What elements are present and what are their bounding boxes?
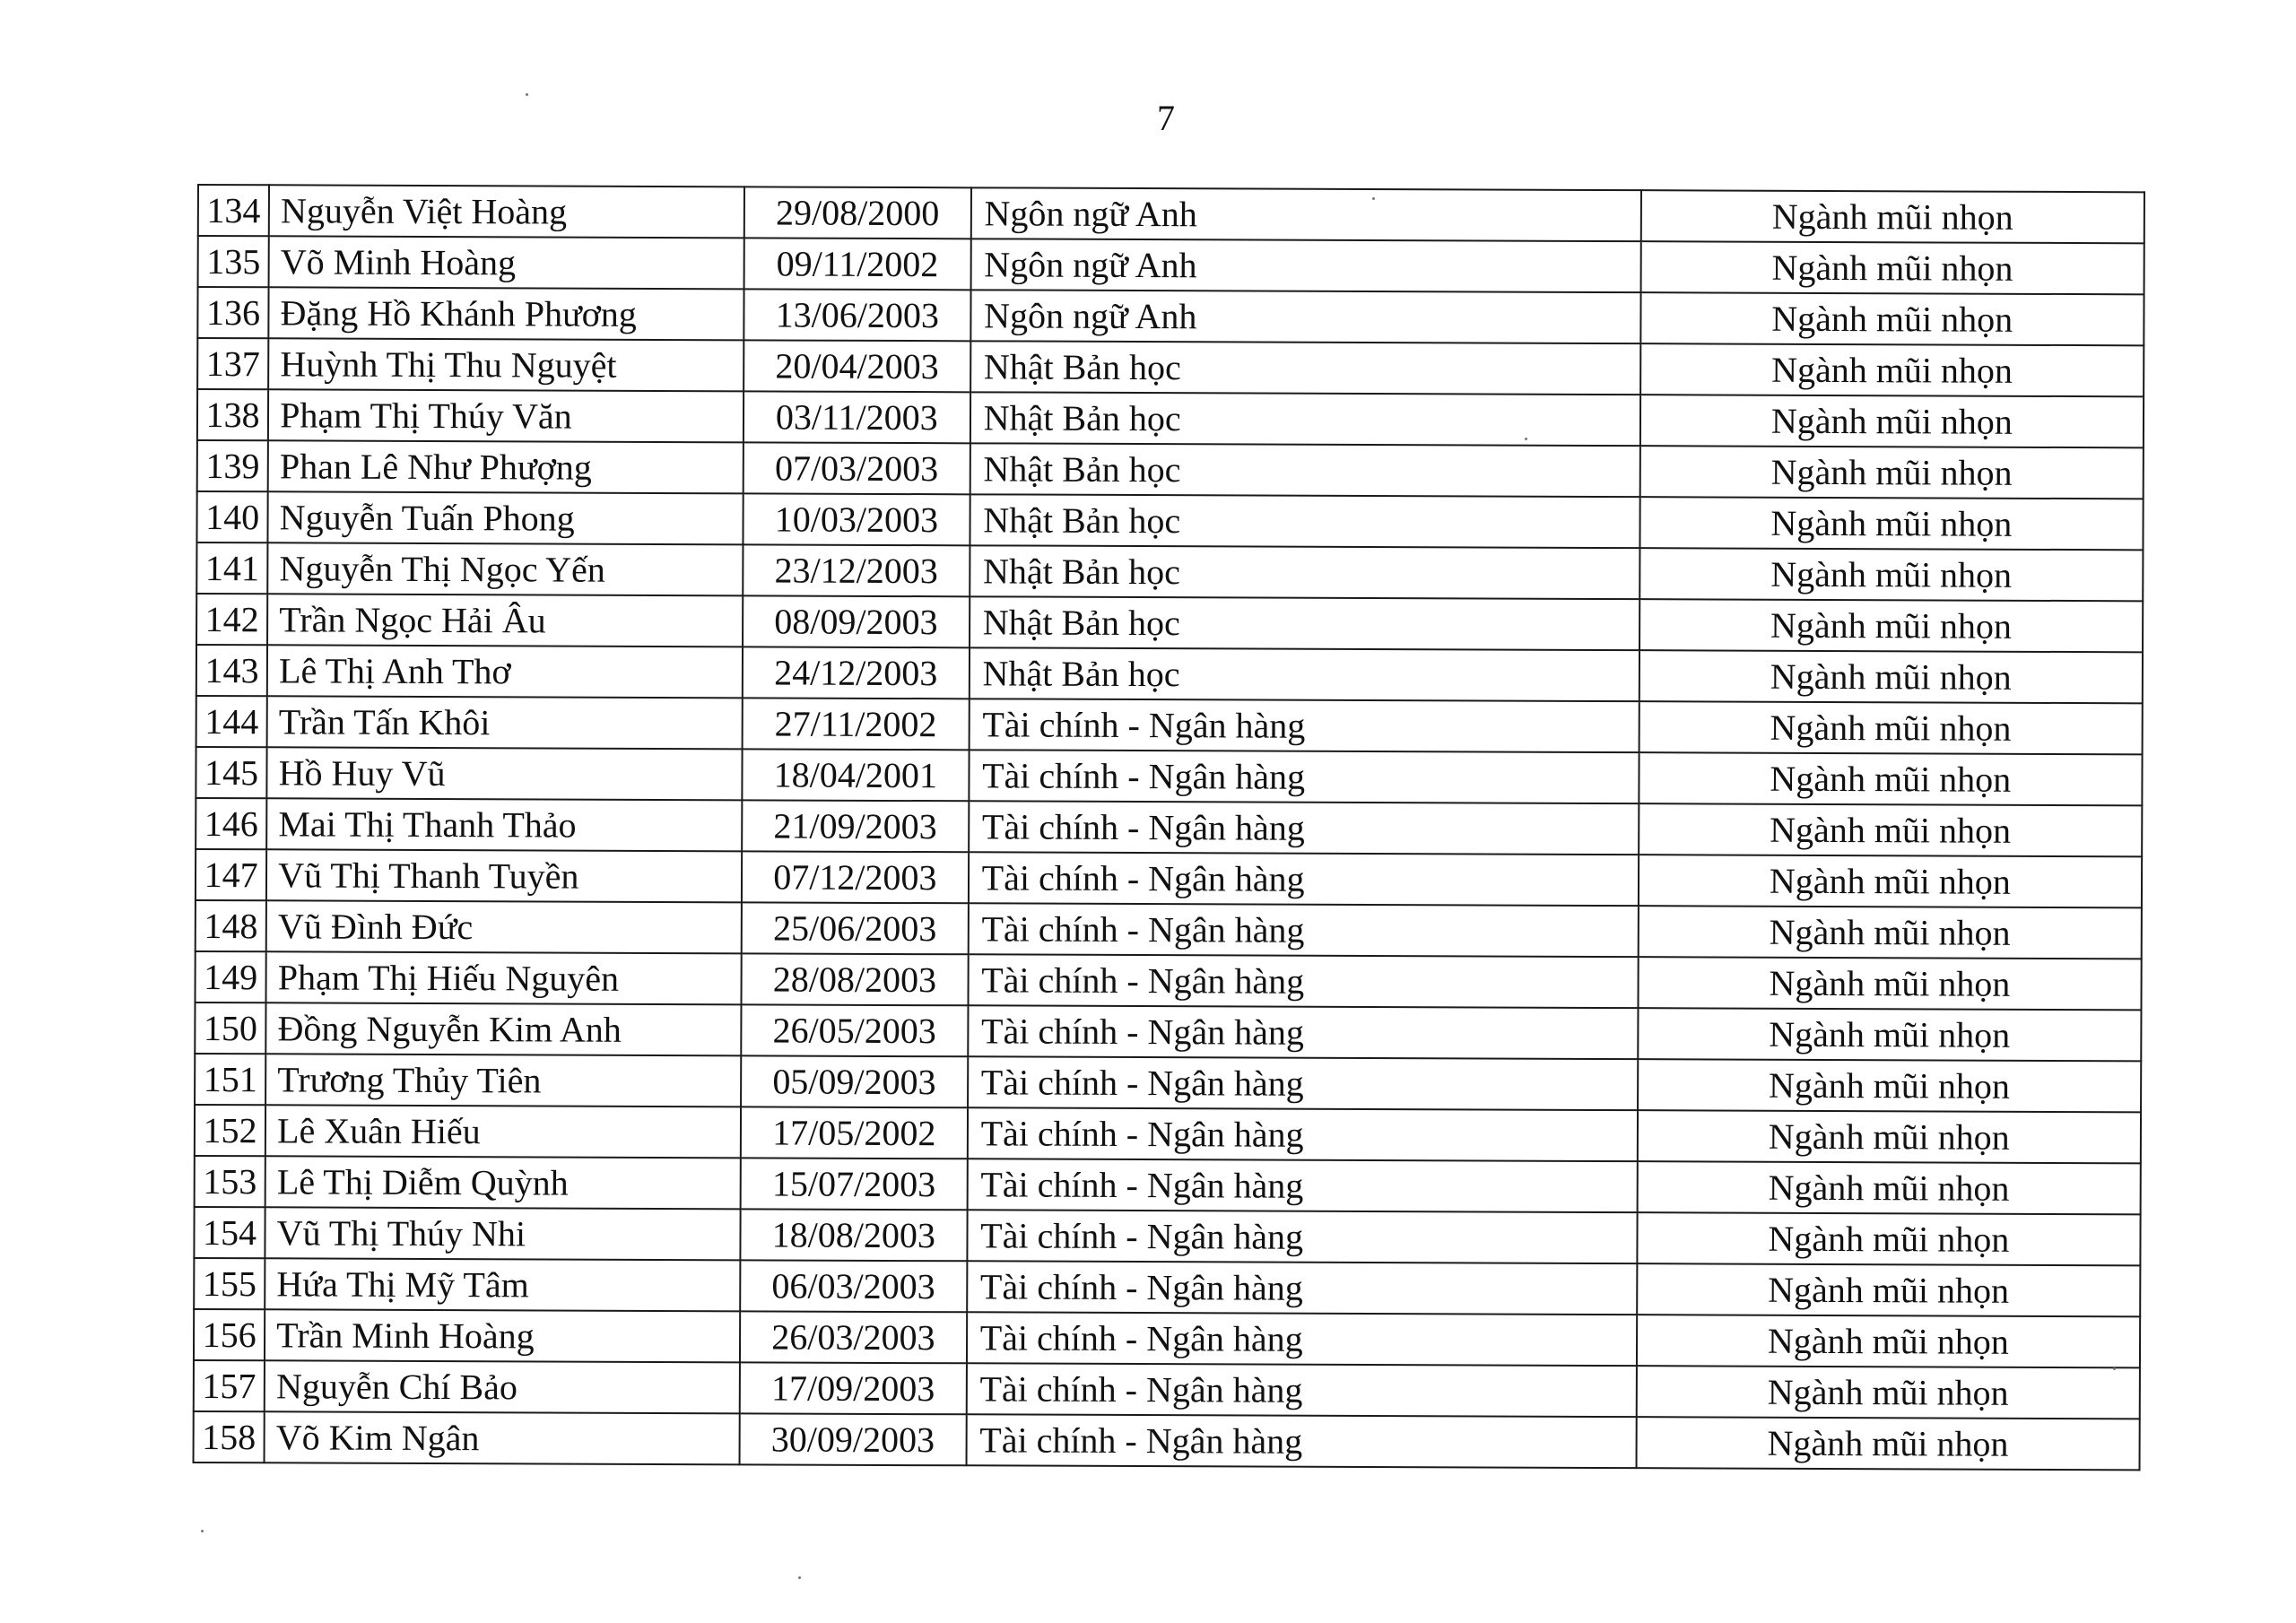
major-name: Tài chính - Ngân hàng [969,699,1639,752]
major-name: Nhật Bản học [970,443,1639,497]
row-number: 156 [194,1309,265,1360]
student-name: Võ Kim Ngân [265,1411,740,1464]
student-name: Vũ Thị Thúy Nhi [265,1207,741,1260]
date-of-birth: 18/04/2001 [742,749,969,801]
page-number: 7 [1157,98,1175,138]
table-row [195,1002,2141,1061]
table-row [194,1258,2140,1316]
row-number: 142 [196,594,267,645]
major-name: Tài chính - Ngân hàng [966,1414,1636,1468]
major-name: Tài chính - Ngân hàng [969,750,1639,803]
table-row [195,951,2141,1010]
major-name: Tài chính - Ngân hàng [968,1056,1638,1110]
date-of-birth: 23/12/2003 [743,544,970,596]
major-name: Tài chính - Ngân hàng [968,954,1638,1008]
table-row [194,1309,2140,1367]
table-row [198,236,2144,294]
student-name: Hồ Huy Vũ [267,747,743,800]
table-row [196,491,2143,550]
row-number: 147 [196,849,266,900]
table-row [196,798,2142,856]
row-number: 149 [195,951,265,1002]
table-row [197,287,2144,345]
student-name: Nguyễn Thị Ngọc Yến [267,542,743,595]
table-row [196,849,2142,907]
major-name: Tài chính - Ngân hàng [968,1005,1638,1059]
row-number: 157 [194,1360,265,1411]
row-number: 138 [197,389,268,440]
date-of-birth: 21/09/2003 [742,800,969,852]
major-name: Nhật Bản học [970,545,1639,599]
row-number: 155 [194,1258,265,1309]
student-name: Nguyễn Chí Bảo [265,1360,740,1413]
row-number: 158 [194,1411,265,1462]
student-list-table [193,184,2145,1471]
major-name: Tài chính - Ngân hàng [969,801,1639,855]
student-name: Trần Ngọc Hải Âu [267,594,743,647]
student-name: Vũ Thị Thanh Tuyền [266,849,742,902]
row-number: 152 [195,1105,265,1156]
date-of-birth: 29/08/2000 [744,187,971,239]
date-of-birth: 30/09/2003 [739,1413,966,1465]
category-note: Ngành mũi nhọn [1640,292,2144,345]
category-note: Ngành mũi nhọn [1638,1110,2142,1163]
date-of-birth: 09/11/2002 [744,238,971,290]
category-note: Ngành mũi nhọn [1640,241,2144,294]
date-of-birth: 05/09/2003 [741,1055,968,1107]
table-row [197,338,2144,396]
category-note: Ngành mũi nhọn [1639,855,2143,907]
row-number: 135 [198,236,269,287]
student-name: Phan Lê Như Phượng [268,440,744,493]
major-name: Tài chính - Ngân hàng [969,852,1639,906]
student-name: Lê Thị Anh Thơ [267,645,743,698]
row-number: 140 [196,491,267,542]
row-number: 153 [195,1156,265,1207]
student-name: Lê Xuân Hiếu [265,1105,741,1158]
category-note: Ngành mũi nhọn [1639,650,2143,703]
row-number: 139 [197,440,268,491]
row-number: 141 [196,542,267,594]
date-of-birth: 03/11/2003 [744,391,970,443]
student-name: Lê Thị Diễm Quỳnh [265,1156,741,1209]
row-number: 134 [198,185,269,236]
major-name: Tài chính - Ngân hàng [967,1261,1637,1315]
major-name: Nhật Bản học [970,341,1640,395]
row-number: 150 [195,1002,265,1054]
table-row [196,696,2143,754]
student-name: Võ Minh Hoàng [269,236,744,289]
table-row [197,389,2144,447]
category-note: Ngành mũi nhọn [1640,343,2144,396]
major-name: Ngôn ngữ Anh [970,187,1640,241]
date-of-birth: 18/08/2003 [740,1209,967,1261]
row-number: 148 [196,900,266,951]
date-of-birth: 06/03/2003 [740,1260,967,1312]
major-name: Tài chính - Ngân hàng [967,1210,1637,1263]
major-name: Ngôn ngữ Anh [970,290,1640,343]
student-name: Vũ Đình Đức [266,900,742,953]
category-note: Ngành mũi nhọn [1638,957,2142,1010]
major-name: Tài chính - Ngân hàng [967,1159,1637,1212]
category-note: Ngành mũi nhọn [1638,906,2142,959]
student-name: Đồng Nguyễn Kim Anh [265,1002,741,1055]
table-row [196,645,2143,703]
row-number: 144 [196,696,267,747]
table-row [196,542,2143,601]
student-name: Phạm Thị Thúy Văn [268,389,744,442]
student-list-body [194,185,2144,1470]
table-row [195,1156,2141,1214]
row-number: 136 [197,287,268,338]
table-row [195,1105,2141,1163]
table-row [194,1360,2140,1419]
row-number: 151 [195,1054,265,1105]
date-of-birth: 13/06/2003 [744,289,970,341]
date-of-birth: 28/08/2003 [741,953,968,1005]
date-of-birth: 26/05/2003 [741,1004,968,1056]
date-of-birth: 17/09/2003 [740,1362,967,1414]
row-number: 137 [197,338,268,389]
date-of-birth: 17/05/2002 [741,1107,968,1159]
major-name: Nhật Bản học [970,494,1639,548]
major-name: Tài chính - Ngân hàng [968,1107,1638,1161]
category-note: Ngành mũi nhọn [1639,701,2143,754]
date-of-birth: 27/11/2002 [743,698,970,750]
row-number: 143 [196,645,267,696]
student-name: Mai Thị Thanh Thảo [266,798,742,851]
date-of-birth: 10/03/2003 [743,493,970,545]
major-name: Nhật Bản học [970,596,1639,650]
student-name: Đặng Hồ Khánh Phương [268,287,744,340]
category-note: Ngành mũi nhọn [1638,1008,2142,1061]
category-note: Ngành mũi nhọn [1639,548,2144,601]
major-name: Nhật Bản học [969,647,1639,701]
table-row [194,1411,2140,1470]
table-row [197,440,2144,499]
student-name: Hứa Thị Mỹ Tâm [265,1258,740,1311]
category-note: Ngành mũi nhọn [1638,1059,2142,1112]
date-of-birth: 07/03/2003 [744,442,970,494]
date-of-birth: 20/04/2003 [744,340,970,392]
major-name: Tài chính - Ngân hàng [968,903,1638,957]
row-number: 145 [196,747,266,798]
table-row [194,1207,2140,1265]
table-row [196,594,2143,652]
table-row [195,1054,2141,1112]
table-row [196,747,2142,805]
date-of-birth: 26/03/2003 [740,1311,967,1363]
student-name: Trần Tấn Khôi [267,696,743,749]
table-row [196,900,2142,959]
student-name: Huỳnh Thị Thu Nguyệt [268,338,744,391]
category-note: Ngành mũi nhọn [1637,1212,2141,1265]
major-name: Nhật Bản học [970,392,1640,446]
student-name: Nguyễn Tuấn Phong [268,491,744,544]
row-number: 154 [194,1207,265,1258]
category-note: Ngành mũi nhọn [1637,1161,2141,1214]
category-note: Ngành mũi nhọn [1640,395,2144,447]
student-name: Trương Thủy Tiên [265,1054,741,1107]
major-name: Ngôn ngữ Anh [970,239,1640,292]
table-row [198,185,2144,243]
category-note: Ngành mũi nhọn [1639,752,2143,805]
category-note: Ngành mũi nhọn [1636,1366,2140,1419]
date-of-birth: 24/12/2003 [743,647,970,699]
category-note: Ngành mũi nhọn [1637,1263,2141,1316]
major-name: Tài chính - Ngân hàng [967,1312,1637,1366]
category-note: Ngành mũi nhọn [1639,446,2144,499]
date-of-birth: 08/09/2003 [743,595,970,647]
category-note: Ngành mũi nhọn [1637,1315,2141,1367]
student-name: Trần Minh Hoàng [265,1309,740,1362]
category-note: Ngành mũi nhọn [1640,190,2144,243]
date-of-birth: 25/06/2003 [742,902,969,954]
student-name: Nguyễn Việt Hoàng [269,185,744,238]
major-name: Tài chính - Ngân hàng [966,1363,1636,1417]
date-of-birth: 07/12/2003 [742,851,969,903]
row-number: 146 [196,798,266,849]
date-of-birth: 15/07/2003 [741,1158,968,1210]
student-name: Phạm Thị Hiếu Nguyên [266,951,742,1004]
category-note: Ngành mũi nhọn [1636,1417,2140,1470]
category-note: Ngành mũi nhọn [1639,599,2144,652]
category-note: Ngành mũi nhọn [1639,497,2144,550]
category-note: Ngành mũi nhọn [1639,803,2143,856]
